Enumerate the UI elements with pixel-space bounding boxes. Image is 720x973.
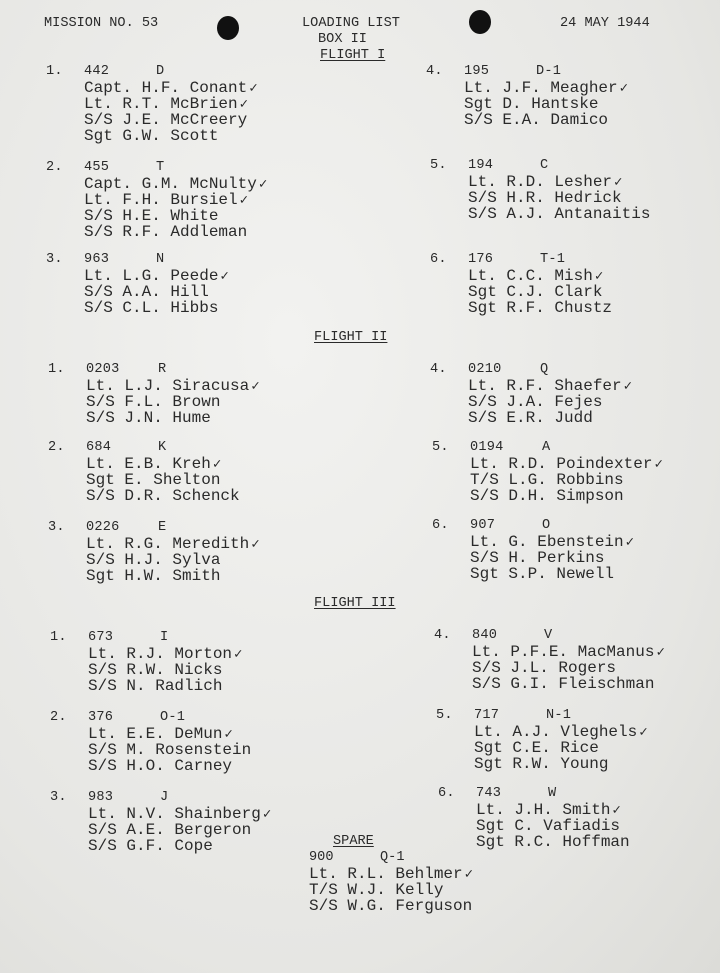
- crew-name: Lt. A.J. Vleghels: [474, 723, 638, 741]
- crew-name: Lt. J.F. Meagher: [464, 79, 618, 97]
- crew-name: Lt. J.H. Smith: [476, 801, 611, 819]
- crew-member: [84, 128, 258, 144]
- plane-code: K: [158, 440, 167, 455]
- crew-name: S/S A.E. Bergeron: [88, 821, 252, 839]
- plane-code: V: [544, 628, 553, 643]
- entry-number: 2.: [46, 160, 63, 175]
- crew-list: [84, 176, 267, 240]
- crew-name: S/S H. Perkins: [470, 549, 605, 567]
- crew-member: [468, 268, 612, 284]
- crew-name: Sgt G.W. Scott: [84, 127, 219, 145]
- crew-member: [476, 802, 630, 818]
- crew-name: Lt. E.B. Kreh: [86, 455, 211, 473]
- crew-name: Sgt R.F. Chustz: [468, 299, 613, 317]
- crew-name: Lt. R.D. Poindexter: [470, 455, 653, 473]
- crew-name: Sgt C.E. Rice: [474, 739, 599, 757]
- crew-name: S/S W.G. Ferguson: [309, 897, 473, 915]
- crew-list: [468, 378, 632, 426]
- crew-member: [84, 176, 267, 192]
- crew-member: [84, 284, 229, 300]
- crew-name: Lt. R.D. Lesher: [468, 173, 613, 191]
- plane-code: O: [542, 518, 551, 533]
- entry-number: 6.: [438, 786, 455, 801]
- plane-number: 983: [88, 790, 114, 805]
- crew-member: [86, 488, 240, 504]
- plane-code: N: [156, 252, 165, 267]
- entry-number: 6.: [432, 518, 449, 533]
- crew-member: [468, 206, 650, 222]
- crew-member: [86, 568, 260, 584]
- crew-list: [464, 80, 628, 128]
- crew-member: [84, 268, 229, 284]
- crew-name: S/S H.O. Carney: [88, 757, 233, 775]
- plane-code: J: [160, 790, 169, 805]
- crew-member: [470, 566, 634, 582]
- crew-member: [468, 190, 650, 206]
- crew-name: S/S F.L. Brown: [86, 393, 221, 411]
- crew-member: [84, 208, 267, 224]
- crew-name: S/S E.R. Judd: [468, 409, 593, 427]
- crew-member: [88, 646, 242, 662]
- crew-name: Sgt E. Shelton: [86, 471, 221, 489]
- crew-member: [464, 80, 628, 96]
- crew-member: [464, 112, 628, 128]
- crew-name: S/S J.A. Fejes: [468, 393, 603, 411]
- check-mark-icon: ✓: [262, 807, 272, 823]
- crew-member: [309, 882, 473, 898]
- plane-number: 0226: [86, 520, 120, 535]
- crew-member: [472, 644, 665, 660]
- crew-name: S/S D.R. Schenck: [86, 487, 240, 505]
- crew-member: [88, 758, 251, 774]
- crew-name: Sgt C. Vafiadis: [476, 817, 621, 835]
- crew-name: S/S J.L. Rogers: [472, 659, 617, 677]
- crew-member: [88, 726, 251, 742]
- crew-member: [468, 174, 650, 190]
- crew-member: [309, 898, 473, 914]
- crew-member: [476, 818, 630, 834]
- flight-2-heading: FLIGHT II: [314, 330, 388, 345]
- crew-name: Lt. E.E. DeMun: [88, 725, 223, 743]
- plane-entry: [432, 440, 672, 512]
- crew-member: [468, 300, 612, 316]
- plane-entry: [50, 630, 290, 702]
- crew-member: [84, 192, 267, 208]
- check-mark-icon: ✓: [224, 727, 233, 743]
- crew-list: [88, 646, 242, 694]
- plane-code: C: [540, 158, 549, 173]
- crew-name: Lt. L.J. Siracusa: [86, 377, 250, 395]
- crew-name: Lt. L.G. Peede: [84, 267, 219, 285]
- check-mark-icon: ✓: [251, 379, 260, 395]
- crew-member: [468, 284, 612, 300]
- check-mark-icon: ✓: [212, 457, 222, 473]
- plane-entry: [432, 518, 672, 590]
- check-mark-icon: ✓: [239, 97, 249, 113]
- flight-3-heading: FLIGHT III: [314, 596, 396, 611]
- crew-name: Sgt H.W. Smith: [86, 567, 221, 585]
- crew-member: [86, 394, 260, 410]
- crew-member: [88, 662, 242, 678]
- plane-number: 455: [84, 160, 110, 175]
- crew-member: [88, 742, 251, 758]
- crew-member: [86, 552, 260, 568]
- plane-code: E: [158, 520, 167, 535]
- crew-member: [86, 456, 240, 472]
- crew-list: [472, 644, 665, 692]
- check-mark-icon: ✓: [220, 269, 229, 285]
- plane-number: 0203: [86, 362, 120, 377]
- crew-name: S/S R.F. Addleman: [84, 223, 248, 241]
- plane-entry: [50, 710, 290, 782]
- crew-list: [84, 80, 258, 144]
- plane-entry: [48, 520, 288, 592]
- crew-list: [474, 724, 648, 772]
- crew-member: [84, 300, 229, 316]
- entry-number: 1.: [48, 362, 65, 377]
- crew-member: [88, 838, 271, 854]
- crew-member: [468, 410, 632, 426]
- crew-name: Sgt C.J. Clark: [468, 283, 603, 301]
- check-mark-icon: ✓: [612, 803, 621, 819]
- plane-code: O-1: [160, 710, 186, 725]
- plane-number: 673: [88, 630, 114, 645]
- crew-name: Lt. F.H. Bursiel: [84, 191, 238, 209]
- check-mark-icon: ✓: [625, 535, 635, 551]
- crew-name: Capt. H.F. Conant: [84, 79, 248, 97]
- plane-number: 194: [468, 158, 494, 173]
- plane-code: N-1: [546, 708, 572, 723]
- crew-member: [470, 550, 634, 566]
- check-mark-icon: ✓: [234, 647, 243, 663]
- crew-name: Sgt R.W. Young: [474, 755, 609, 773]
- crew-name: T/S L.G. Robbins: [470, 471, 624, 489]
- plane-entry: [430, 252, 670, 324]
- plane-number: 907: [470, 518, 496, 533]
- crew-name: Lt. R.J. Morton: [88, 645, 233, 663]
- plane-code: R: [158, 362, 167, 377]
- check-mark-icon: ✓: [239, 193, 249, 209]
- crew-list: [468, 174, 650, 222]
- crew-list: [86, 536, 260, 584]
- check-mark-icon: ✓: [619, 81, 629, 97]
- entry-number: 5.: [432, 440, 449, 455]
- plane-number: 0194: [470, 440, 504, 455]
- plane-code: A: [542, 440, 551, 455]
- entry-number: 4.: [426, 64, 443, 79]
- crew-member: [86, 410, 260, 426]
- crew-member: [84, 96, 258, 112]
- plane-entry: [426, 64, 666, 136]
- crew-name: Capt. G.M. McNulty: [84, 175, 257, 193]
- crew-name: Lt. N.V. Shainberg: [88, 805, 261, 823]
- crew-member: [86, 536, 260, 552]
- crew-member: [472, 676, 665, 692]
- crew-member: [474, 756, 648, 772]
- crew-name: S/S H.R. Hedrick: [468, 189, 622, 207]
- crew-member: [474, 740, 648, 756]
- crew-name: Lt. R.G. Meredith: [86, 535, 250, 553]
- entry-number: 2.: [48, 440, 65, 455]
- check-mark-icon: ✓: [639, 725, 648, 741]
- crew-member: [84, 80, 258, 96]
- crew-member: [474, 724, 648, 740]
- entry-number: 5.: [430, 158, 447, 173]
- crew-name: Sgt S.P. Newell: [470, 565, 615, 583]
- crew-name: Sgt R.C. Hoffman: [476, 833, 630, 851]
- crew-list: [86, 378, 260, 426]
- spare-plane-code: Q-1: [380, 850, 405, 865]
- crew-member: [468, 394, 632, 410]
- check-mark-icon: ✓: [614, 175, 623, 191]
- plane-number: 0210: [468, 362, 502, 377]
- plane-entry: [48, 362, 288, 434]
- check-mark-icon: ✓: [464, 867, 474, 883]
- punch-hole: [469, 10, 491, 34]
- crew-name: S/S J.E. McCreery: [84, 111, 248, 129]
- check-mark-icon: ✓: [249, 81, 258, 97]
- crew-member: [470, 456, 663, 472]
- entry-number: 3.: [46, 252, 63, 267]
- entry-number: 1.: [46, 64, 63, 79]
- crew-member: [472, 660, 665, 676]
- plane-number: 176: [468, 252, 494, 267]
- crew-name: S/S G.F. Cope: [88, 837, 213, 855]
- plane-code: D-1: [536, 64, 562, 79]
- crew-member: [84, 112, 258, 128]
- crew-member: [88, 806, 271, 822]
- plane-entry: [48, 440, 288, 512]
- check-mark-icon: ✓: [654, 457, 663, 473]
- plane-entry: [46, 252, 286, 324]
- check-mark-icon: ✓: [623, 379, 633, 395]
- plane-number: 840: [472, 628, 498, 643]
- plane-code: T-1: [540, 252, 566, 267]
- plane-code: D: [156, 64, 165, 79]
- entry-number: 6.: [430, 252, 447, 267]
- crew-member: [86, 378, 260, 394]
- crew-name: S/S E.A. Damico: [464, 111, 609, 129]
- crew-name: S/S A.A. Hill: [84, 283, 209, 301]
- plane-code: Q: [540, 362, 549, 377]
- plane-entry: [46, 64, 286, 145]
- spare-heading: SPARE: [333, 834, 374, 849]
- crew-name: S/S A.J. Antanaitis: [468, 205, 651, 223]
- check-mark-icon: ✓: [251, 537, 260, 553]
- crew-name: Lt. R.L. Behlmer: [309, 865, 463, 883]
- crew-name: Lt. C.C. Mish: [468, 267, 593, 285]
- crew-member: [468, 378, 632, 394]
- crew-list: [86, 456, 240, 504]
- crew-member: [470, 488, 663, 504]
- crew-name: Lt. G. Ebenstein: [470, 533, 624, 551]
- crew-name: Lt. R.T. McBrien: [84, 95, 238, 113]
- crew-member: [88, 822, 271, 838]
- crew-name: T/S W.J. Kelly: [309, 881, 444, 899]
- plane-number: 376: [88, 710, 114, 725]
- plane-entry: [434, 628, 674, 700]
- crew-name: S/S D.H. Simpson: [470, 487, 624, 505]
- plane-number: 195: [464, 64, 490, 79]
- entry-number: 3.: [48, 520, 65, 535]
- plane-number: 717: [474, 708, 500, 723]
- plane-number: 684: [86, 440, 112, 455]
- plane-code: T: [156, 160, 165, 175]
- crew-name: Sgt D. Hantske: [464, 95, 599, 113]
- plane-entry: [436, 708, 676, 780]
- plane-number: 442: [84, 64, 110, 79]
- check-mark-icon: ✓: [594, 269, 604, 285]
- plane-number: 963: [84, 252, 110, 267]
- entry-number: 5.: [436, 708, 453, 723]
- crew-member: [464, 96, 628, 112]
- crew-member: [309, 866, 473, 882]
- crew-name: S/S H.J. Sylva: [86, 551, 221, 569]
- crew-member: [470, 472, 663, 488]
- plane-entry: [430, 158, 670, 230]
- crew-list: [88, 726, 251, 774]
- check-mark-icon: ✓: [258, 177, 268, 193]
- crew-list: [84, 268, 229, 316]
- crew-name: Lt. R.F. Shaefer: [468, 377, 622, 395]
- crew-list: [468, 268, 612, 316]
- flight-1-heading: FLIGHT I: [320, 48, 386, 63]
- crew-list: [470, 456, 663, 504]
- plane-number: 743: [476, 786, 502, 801]
- document-date: 24 MAY 1944: [560, 16, 650, 31]
- entry-number: 1.: [50, 630, 67, 645]
- entry-number: 3.: [50, 790, 67, 805]
- plane-entry: [46, 160, 286, 241]
- crew-list: [88, 806, 271, 854]
- plane-code: I: [160, 630, 169, 645]
- crew-name: S/S R.W. Nicks: [88, 661, 223, 679]
- crew-list: [476, 802, 630, 850]
- crew-member: [88, 678, 242, 694]
- document-title: LOADING LIST: [302, 16, 400, 31]
- spare-plane-number: 900: [309, 850, 334, 865]
- crew-name: Lt. P.F.E. MacManus: [472, 643, 655, 661]
- entry-number: 2.: [50, 710, 67, 725]
- crew-member: [86, 472, 240, 488]
- plane-entry: [438, 786, 678, 858]
- crew-name: S/S N. Radlich: [88, 677, 223, 695]
- crew-name: S/S G.I. Fleischman: [472, 675, 655, 693]
- crew-name: S/S M. Rosenstein: [88, 741, 252, 759]
- crew-member: [470, 534, 634, 550]
- plane-entry: [50, 790, 290, 862]
- plane-entry: [430, 362, 670, 434]
- plane-code: W: [548, 786, 557, 801]
- entry-number: 4.: [434, 628, 451, 643]
- mission-number: MISSION NO. 53: [44, 16, 159, 31]
- crew-member: [476, 834, 630, 850]
- box-label: BOX II: [318, 32, 367, 47]
- crew-member: [84, 224, 267, 240]
- punch-hole: [217, 16, 239, 40]
- crew-name: S/S C.L. Hibbs: [84, 299, 219, 317]
- entry-number: 4.: [430, 362, 447, 377]
- crew-list: [470, 534, 634, 582]
- crew-name: S/S H.E. White: [84, 207, 219, 225]
- crew-name: S/S J.N. Hume: [86, 409, 211, 427]
- check-mark-icon: ✓: [656, 645, 665, 661]
